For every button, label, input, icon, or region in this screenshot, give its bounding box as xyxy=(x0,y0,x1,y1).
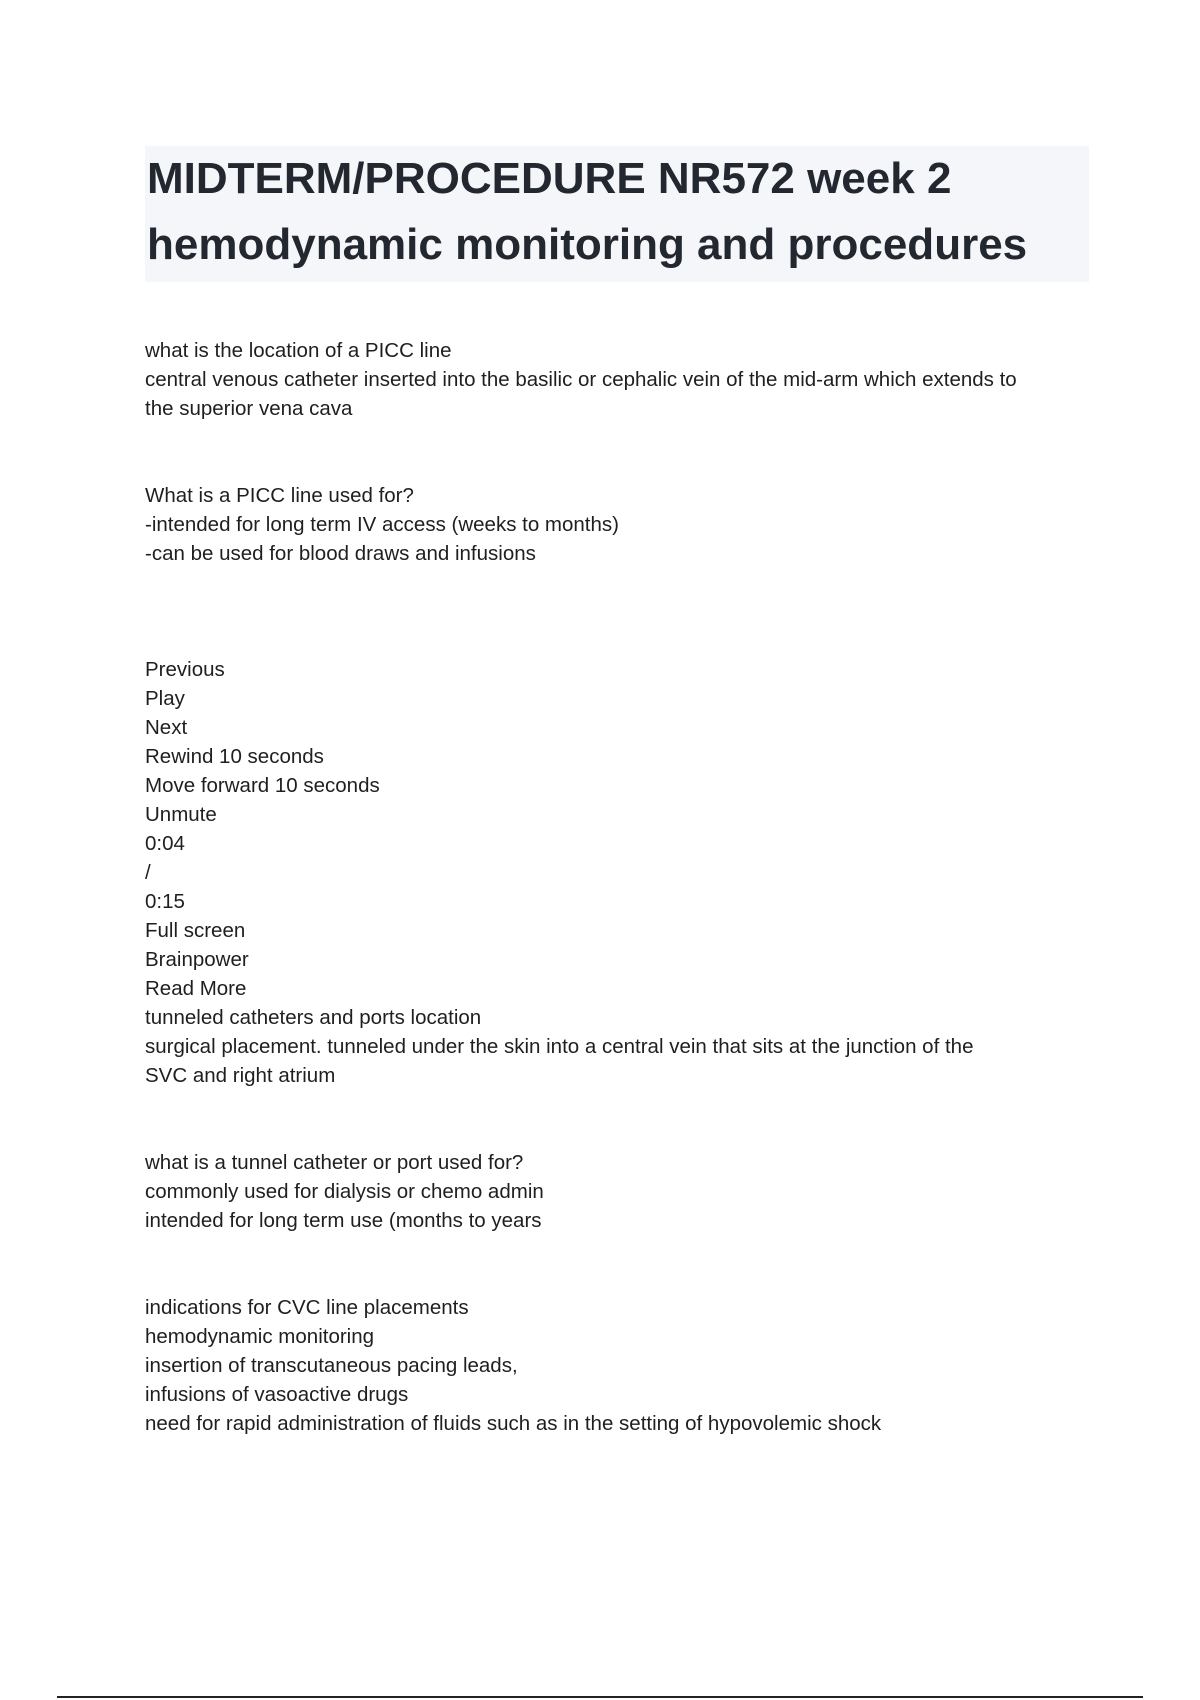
full-screen-button[interactable]: Full screen xyxy=(145,919,246,942)
media-player-controls xyxy=(145,655,1095,1003)
next-button[interactable]: Next xyxy=(145,716,188,739)
flashcard xyxy=(145,1148,1095,1235)
flashcard-question: what is a tunnel catheter or port used for? xyxy=(145,1151,524,1174)
title-line-2: hemodynamic monitoring and procedures xyxy=(147,220,1028,269)
flashcard xyxy=(145,1293,1095,1438)
flashcard-question: tunneled catheters and ports location xyxy=(145,1006,482,1029)
flashcard-answer-line: need for rapid administration of fluids such as in the setting of hypovolemic shock xyxy=(145,1412,882,1435)
play-button[interactable]: Play xyxy=(145,687,185,710)
flashcard-answer-line: insertion of transcutaneous pacing leads, xyxy=(145,1354,518,1377)
forward-button[interactable]: Move forward 10 seconds xyxy=(145,774,380,797)
page-bottom-divider xyxy=(57,1696,1143,1698)
flashcard-answer-line: central venous catheter inserted into the basilic or cephalic vein of the mid-arm which extends to xyxy=(145,368,1017,391)
rewind-button[interactable]: Rewind 10 seconds xyxy=(145,745,324,768)
flashcard xyxy=(145,481,1095,568)
previous-button[interactable]: Previous xyxy=(145,658,225,681)
flashcard-question: what is the location of a PICC line xyxy=(145,339,452,362)
flashcard-answer-line: infusions of vasoactive drugs xyxy=(145,1383,409,1406)
flashcard-answer-line: surgical placement. tunneled under the skin into a central vein that sits at the junction of the xyxy=(145,1035,974,1058)
title-line-1: MIDTERM/PROCEDURE NR572 week 2 xyxy=(147,154,952,203)
brainpower-link[interactable]: Brainpower xyxy=(145,948,249,971)
flashcard-question: indications for CVC line placements xyxy=(145,1296,469,1319)
flashcard-answer-line: intended for long term use (months to years xyxy=(145,1209,542,1232)
flashcard-question: What is a PICC line used for? xyxy=(145,484,414,507)
current-time: 0:04 xyxy=(145,832,185,855)
flashcard-answer-line: -can be used for blood draws and infusions xyxy=(145,542,536,565)
flashcard xyxy=(145,1003,1095,1090)
flashcard xyxy=(145,336,1095,423)
document-title xyxy=(145,146,1089,282)
unmute-button[interactable]: Unmute xyxy=(145,803,217,826)
read-more-link[interactable]: Read More xyxy=(145,977,247,1000)
time-separator: / xyxy=(145,861,151,884)
flashcard-answer-line: commonly used for dialysis or chemo admin xyxy=(145,1180,544,1203)
duration: 0:15 xyxy=(145,890,185,913)
flashcard-answer-line: hemodynamic monitoring xyxy=(145,1325,375,1348)
flashcard-answer-line: SVC and right atrium xyxy=(145,1064,336,1087)
flashcard-answer-line: the superior vena cava xyxy=(145,397,353,420)
document-body xyxy=(145,336,1095,1438)
flashcard-answer-line: -intended for long term IV access (weeks to months) xyxy=(145,513,619,536)
